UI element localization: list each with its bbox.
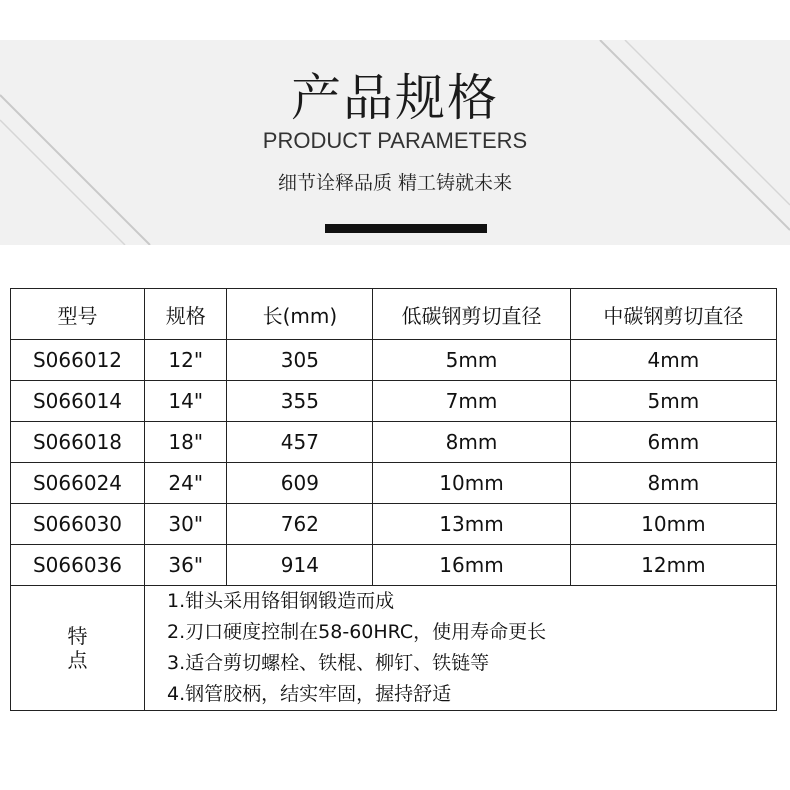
title-underline-bar [325, 224, 487, 233]
cell-size: 14" [145, 381, 227, 422]
feature-item: 2.刃口硬度控制在58-60HRC，使用寿命更长 [167, 621, 547, 643]
cell-model: S066036 [11, 545, 145, 586]
cell-mid-carbon: 4mm [570, 340, 776, 381]
table-row [11, 545, 777, 586]
header-mid-carbon: 中碳钢剪切直径 [570, 289, 776, 340]
feature-item: 4.钢管胶柄，结实牢固，握持舒适 [167, 683, 452, 705]
slogan: 细节诠释品质 精工铸就未来 [277, 172, 513, 194]
cell-low-carbon: 16mm [373, 545, 570, 586]
features-list [145, 586, 777, 711]
spec-table [10, 288, 777, 711]
cell-length: 355 [227, 381, 373, 422]
features-row [11, 586, 777, 711]
cell-low-carbon: 13mm [373, 504, 570, 545]
header-length: 长(mm) [227, 289, 373, 340]
features-label-line1: 特 [67, 624, 88, 648]
cell-model: S066014 [11, 381, 145, 422]
cell-length: 762 [227, 504, 373, 545]
feature-item: 1.钳头采用铬钼钢锻造而成 [167, 590, 395, 612]
cell-mid-carbon: 6mm [570, 422, 776, 463]
feature-item: 3.适合剪切螺栓、铁棍、柳钉、铁链等 [167, 652, 490, 674]
header-model: 型号 [11, 289, 145, 340]
header-low-carbon: 低碳钢剪切直径 [373, 289, 570, 340]
cell-length: 609 [227, 463, 373, 504]
cell-model: S066024 [11, 463, 145, 504]
cell-size: 18" [145, 422, 227, 463]
cell-model: S066012 [11, 340, 145, 381]
table-row [11, 463, 777, 504]
cell-low-carbon: 5mm [373, 340, 570, 381]
table-row [11, 504, 777, 545]
page-subtitle-en: PRODUCT PARAMETERS [262, 128, 528, 153]
cell-low-carbon: 7mm [373, 381, 570, 422]
table-row [11, 381, 777, 422]
cell-low-carbon: 8mm [373, 422, 570, 463]
page-title: 产品规格 [291, 69, 499, 127]
table-row [11, 422, 777, 463]
cell-size: 30" [145, 504, 227, 545]
cell-low-carbon: 10mm [373, 463, 570, 504]
cell-mid-carbon: 10mm [570, 504, 776, 545]
cell-mid-carbon: 12mm [570, 545, 776, 586]
cell-model: S066018 [11, 422, 145, 463]
cell-mid-carbon: 5mm [570, 381, 776, 422]
header-size: 规格 [145, 289, 227, 340]
features-label [11, 586, 145, 711]
cell-size: 12" [145, 340, 227, 381]
table-header-row [11, 289, 777, 340]
features-label-line2: 点 [67, 648, 88, 672]
cell-model: S066030 [11, 504, 145, 545]
cell-size: 36" [145, 545, 227, 586]
cell-mid-carbon: 8mm [570, 463, 776, 504]
cell-length: 457 [227, 422, 373, 463]
cell-length: 305 [227, 340, 373, 381]
table-row [11, 340, 777, 381]
cell-size: 24" [145, 463, 227, 504]
cell-length: 914 [227, 545, 373, 586]
